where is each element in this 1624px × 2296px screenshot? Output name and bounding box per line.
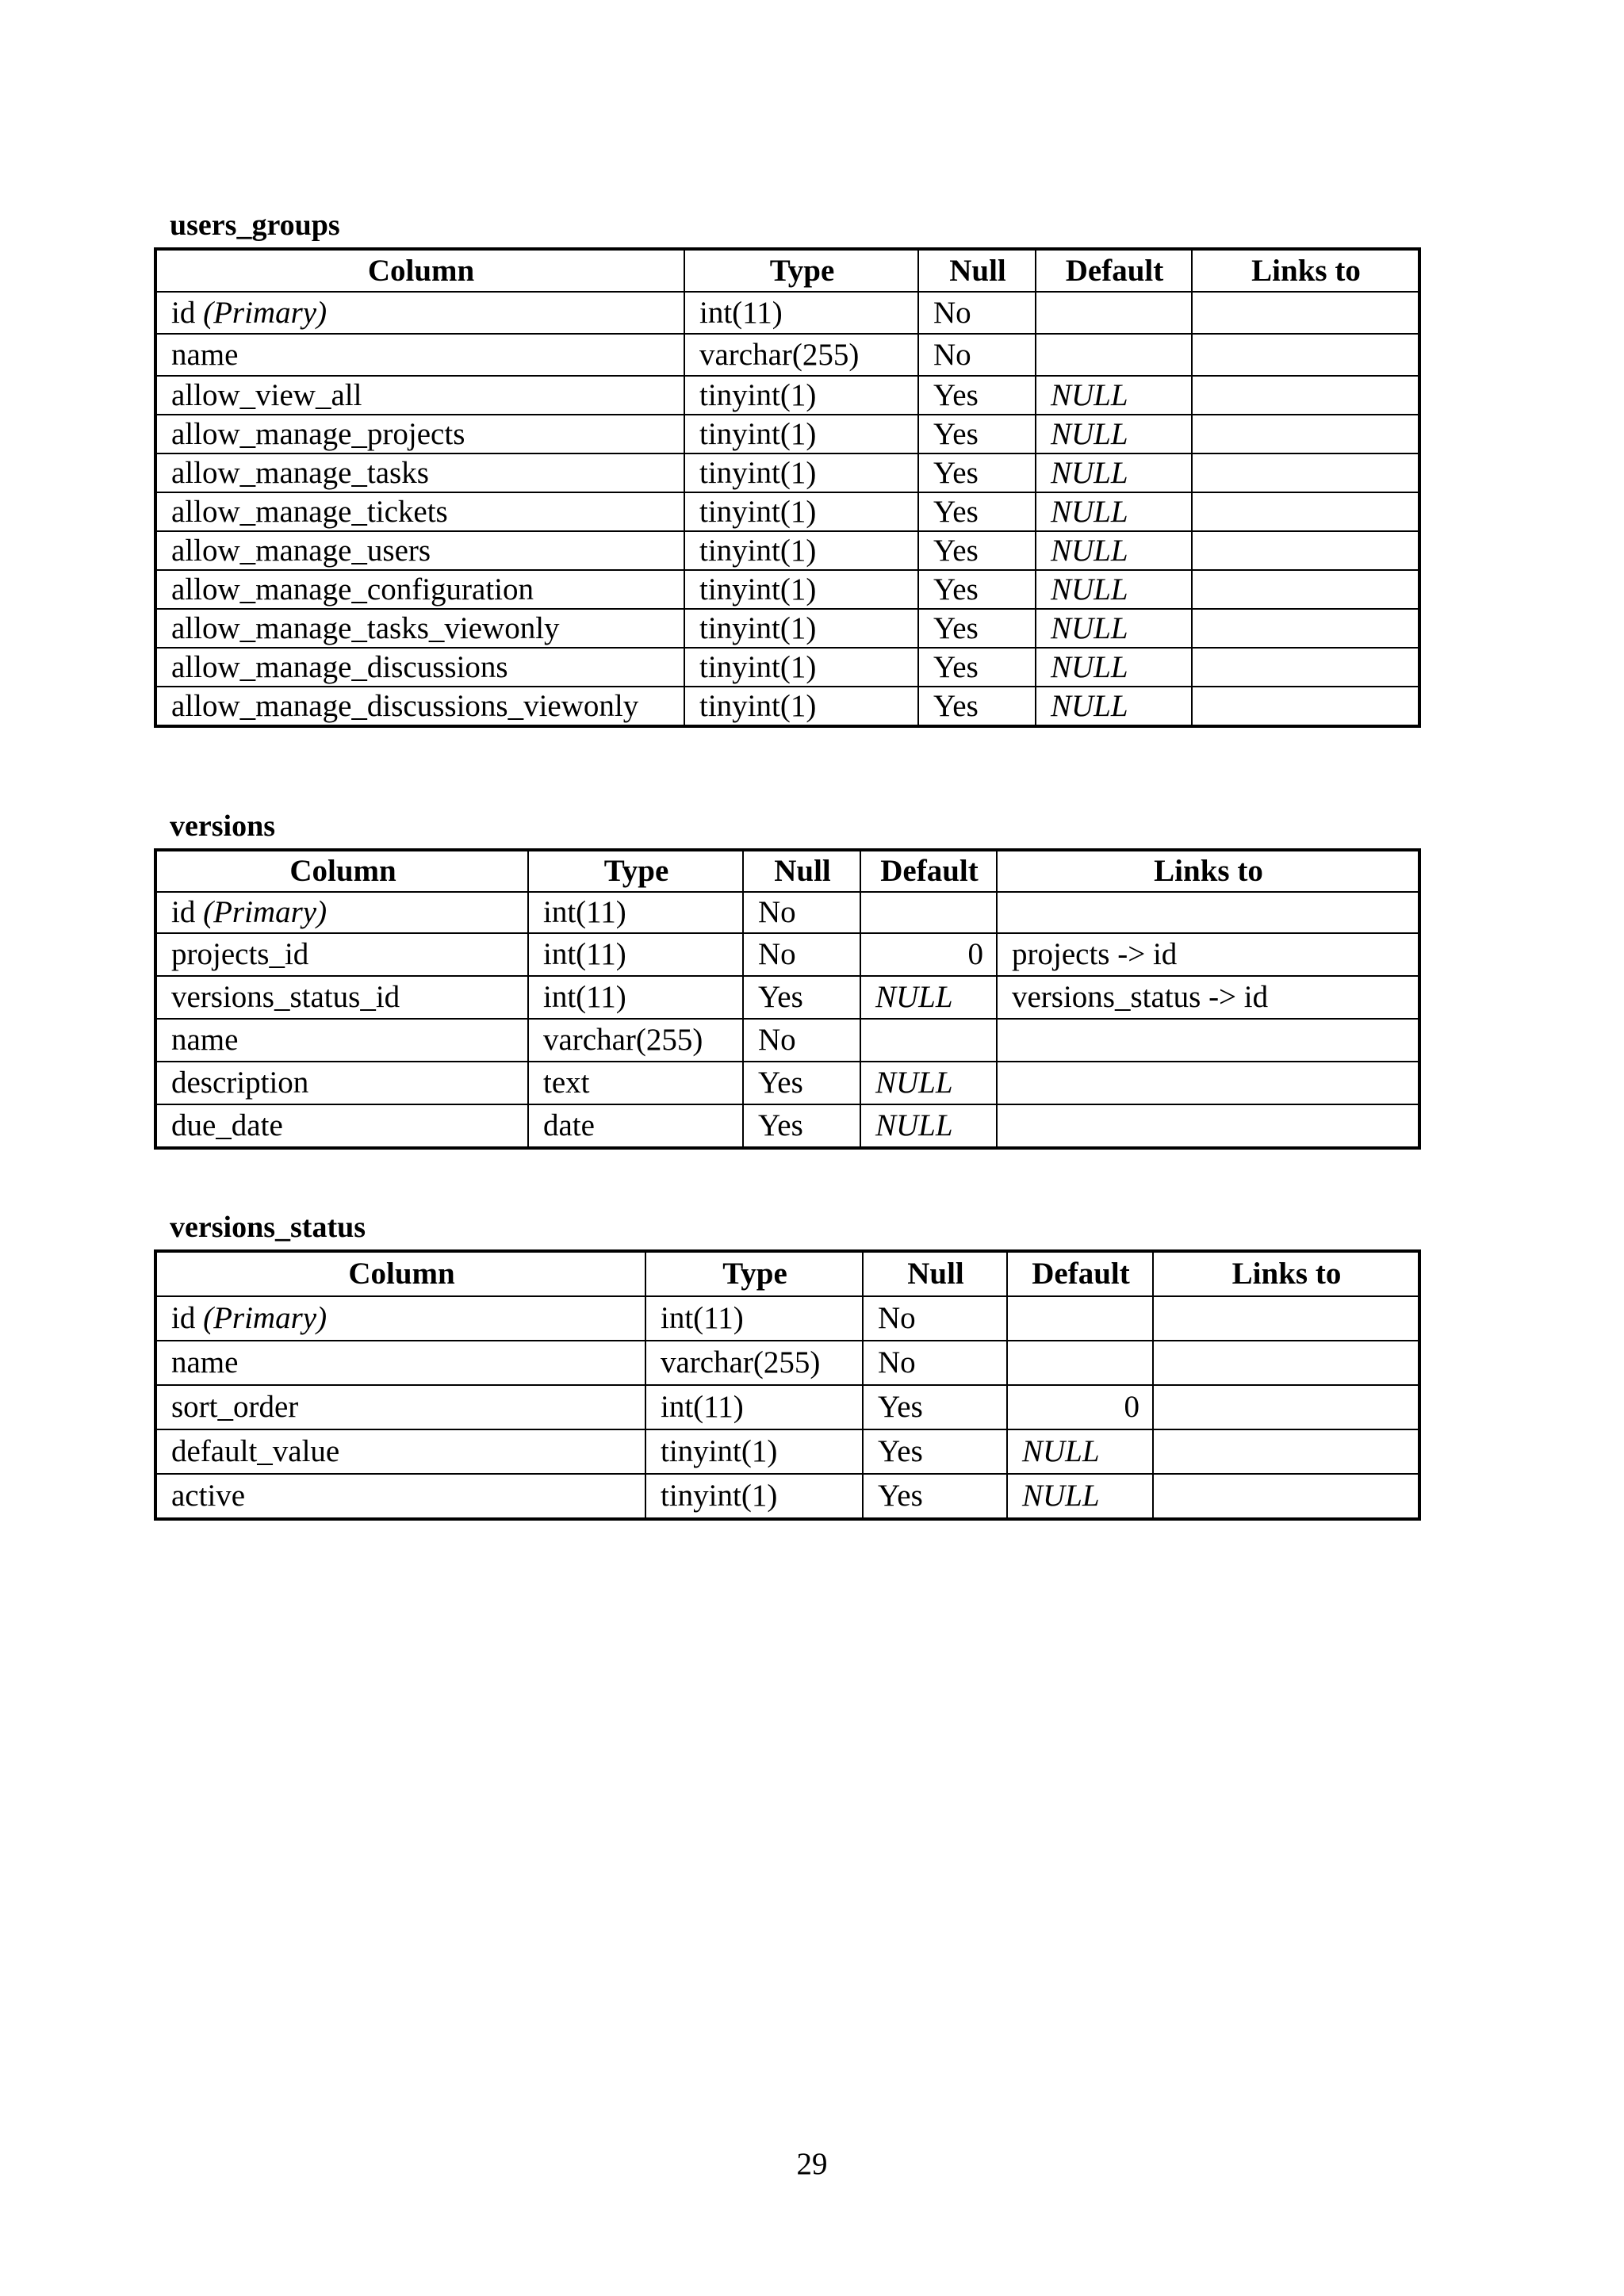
cell-null: Yes xyxy=(918,453,1036,492)
cell-null: Yes xyxy=(863,1429,1007,1474)
cell-type: tinyint(1) xyxy=(684,453,918,492)
cell-type: tinyint(1) xyxy=(684,492,918,531)
cell-links-to xyxy=(997,1019,1419,1062)
table-row xyxy=(155,1429,1419,1474)
header-column: Column xyxy=(155,850,528,892)
column-name: allow_view_all xyxy=(171,378,362,412)
cell-column xyxy=(155,687,684,726)
column-name: allow_manage_projects xyxy=(171,417,465,451)
table-row xyxy=(155,453,1419,492)
table-row xyxy=(155,1341,1419,1385)
cell-null: Yes xyxy=(918,376,1036,415)
cell-column xyxy=(155,976,528,1019)
cell-null: No xyxy=(743,933,860,976)
cell-links-to xyxy=(1192,648,1419,687)
cell-links-to xyxy=(1192,292,1419,334)
table-row xyxy=(155,687,1419,726)
header-links-to: Links to xyxy=(1192,249,1419,292)
column-name: allow_manage_users xyxy=(171,534,431,568)
cell-column xyxy=(155,453,684,492)
table-row xyxy=(155,1104,1419,1148)
table-row xyxy=(155,376,1419,415)
cell-default: NULL xyxy=(1036,453,1192,492)
cell-type: int(11) xyxy=(528,892,743,933)
versions-status-table xyxy=(154,1249,1421,1521)
header-row xyxy=(155,850,1419,892)
cell-default: NULL xyxy=(1036,531,1192,570)
cell-null: No xyxy=(918,334,1036,376)
cell-default: NULL xyxy=(1036,687,1192,726)
versions-section xyxy=(154,809,1418,1150)
cell-default: NULL xyxy=(1036,492,1192,531)
cell-default: NULL xyxy=(860,976,997,1019)
cell-column xyxy=(155,570,684,609)
table-row xyxy=(155,892,1419,933)
versions-table xyxy=(154,848,1421,1150)
cell-type: int(11) xyxy=(528,933,743,976)
column-name: name xyxy=(171,1023,239,1057)
cell-default xyxy=(860,1019,997,1062)
cell-null: No xyxy=(863,1341,1007,1385)
cell-column xyxy=(155,415,684,453)
cell-type: varchar(255) xyxy=(645,1341,863,1385)
cell-column xyxy=(155,376,684,415)
cell-type: tinyint(1) xyxy=(684,648,918,687)
cell-type: tinyint(1) xyxy=(684,687,918,726)
cell-null: Yes xyxy=(743,1104,860,1148)
column-name: name xyxy=(171,1345,239,1380)
cell-column xyxy=(155,1296,645,1341)
cell-column xyxy=(155,1429,645,1474)
header-type: Type xyxy=(684,249,918,292)
column-name: allow_manage_discussions_viewonly xyxy=(171,689,639,723)
cell-column xyxy=(155,292,684,334)
versions-status-section xyxy=(154,1210,1418,1521)
column-name: allow_manage_tickets xyxy=(171,495,448,529)
cell-null: Yes xyxy=(918,648,1036,687)
cell-column xyxy=(155,1019,528,1062)
table-row xyxy=(155,292,1419,334)
cell-null: No xyxy=(743,1019,860,1062)
cell-default: NULL xyxy=(1036,415,1192,453)
column-name: allow_manage_configuration xyxy=(171,572,534,607)
table-row xyxy=(155,1474,1419,1519)
cell-default xyxy=(1036,292,1192,334)
cell-column xyxy=(155,609,684,648)
table-row xyxy=(155,334,1419,376)
cell-type: tinyint(1) xyxy=(684,531,918,570)
header-links-to: Links to xyxy=(997,850,1419,892)
cell-type: varchar(255) xyxy=(528,1019,743,1062)
table-row xyxy=(155,570,1419,609)
cell-null: Yes xyxy=(918,531,1036,570)
cell-default: NULL xyxy=(1007,1474,1153,1519)
table-title: versions xyxy=(170,809,275,843)
cell-type: tinyint(1) xyxy=(684,415,918,453)
cell-default: NULL xyxy=(1007,1429,1153,1474)
column-name: allow_manage_tasks_viewonly xyxy=(171,611,560,645)
cell-null: Yes xyxy=(918,492,1036,531)
header-default: Default xyxy=(1036,249,1192,292)
cell-links-to xyxy=(1192,334,1419,376)
cell-column xyxy=(155,1474,645,1519)
cell-links-to xyxy=(1153,1341,1419,1385)
header-type: Type xyxy=(645,1251,863,1296)
table-row xyxy=(155,492,1419,531)
cell-default xyxy=(1007,1296,1153,1341)
cell-column xyxy=(155,334,684,376)
cell-null: No xyxy=(743,892,860,933)
cell-null: Yes xyxy=(918,687,1036,726)
header-row xyxy=(155,249,1419,292)
cell-null: Yes xyxy=(863,1474,1007,1519)
cell-column xyxy=(155,1062,528,1104)
header-links-to: Links to xyxy=(1153,1251,1419,1296)
cell-links-to xyxy=(997,1104,1419,1148)
cell-type: text xyxy=(528,1062,743,1104)
column-name: id xyxy=(171,296,196,330)
cell-links-to xyxy=(1153,1385,1419,1429)
cell-links-to: versions_status -> id xyxy=(997,976,1419,1019)
cell-default: 0 xyxy=(860,933,997,976)
header-column: Column xyxy=(155,249,684,292)
column-name: sort_order xyxy=(171,1390,299,1424)
cell-default: 0 xyxy=(1007,1385,1153,1429)
table-title: versions_status xyxy=(170,1211,366,1244)
cell-type: int(11) xyxy=(528,976,743,1019)
column-name: name xyxy=(171,338,239,372)
cell-links-to xyxy=(1192,609,1419,648)
cell-column xyxy=(155,492,684,531)
cell-type: date xyxy=(528,1104,743,1148)
header-default: Default xyxy=(1007,1251,1153,1296)
primary-key-note: (Primary) xyxy=(203,1301,327,1335)
cell-type: int(11) xyxy=(684,292,918,334)
header-row xyxy=(155,1251,1419,1296)
cell-type: int(11) xyxy=(645,1296,863,1341)
cell-links-to xyxy=(1153,1429,1419,1474)
cell-null: Yes xyxy=(863,1385,1007,1429)
cell-type: tinyint(1) xyxy=(684,609,918,648)
column-name: versions_status_id xyxy=(171,980,400,1014)
cell-type: int(11) xyxy=(645,1385,863,1429)
column-name: id xyxy=(171,1301,196,1335)
table-title: users_groups xyxy=(170,209,340,242)
table-row xyxy=(155,1385,1419,1429)
primary-key-note: (Primary) xyxy=(203,895,327,929)
cell-default: NULL xyxy=(860,1062,997,1104)
header-null: Null xyxy=(918,249,1036,292)
cell-type: tinyint(1) xyxy=(645,1474,863,1519)
column-name: allow_manage_discussions xyxy=(171,650,508,684)
cell-default: NULL xyxy=(1036,648,1192,687)
cell-links-to xyxy=(1192,531,1419,570)
page-number: 29 xyxy=(796,2147,828,2181)
cell-links-to xyxy=(1192,453,1419,492)
cell-links-to xyxy=(997,1062,1419,1104)
table-row xyxy=(155,415,1419,453)
cell-links-to xyxy=(1192,687,1419,726)
cell-default: NULL xyxy=(1036,376,1192,415)
column-name: projects_id xyxy=(171,937,309,971)
cell-links-to xyxy=(1192,415,1419,453)
cell-null: Yes xyxy=(918,415,1036,453)
cell-links-to xyxy=(997,892,1419,933)
cell-type: tinyint(1) xyxy=(684,570,918,609)
users-groups-section xyxy=(154,208,1418,728)
cell-null: Yes xyxy=(918,609,1036,648)
column-name: default_value xyxy=(171,1434,340,1468)
header-type: Type xyxy=(528,850,743,892)
cell-null: Yes xyxy=(918,570,1036,609)
cell-links-to xyxy=(1153,1474,1419,1519)
cell-column xyxy=(155,933,528,976)
header-null: Null xyxy=(743,850,860,892)
cell-type: tinyint(1) xyxy=(645,1429,863,1474)
header-column: Column xyxy=(155,1251,645,1296)
cell-links-to xyxy=(1192,376,1419,415)
cell-default: NULL xyxy=(860,1104,997,1148)
header-default: Default xyxy=(860,850,997,892)
primary-key-note: (Primary) xyxy=(203,296,327,330)
cell-column xyxy=(155,1385,645,1429)
cell-column xyxy=(155,1104,528,1148)
cell-default xyxy=(860,892,997,933)
cell-null: No xyxy=(918,292,1036,334)
cell-column xyxy=(155,892,528,933)
cell-column xyxy=(155,648,684,687)
column-name: due_date xyxy=(171,1108,283,1142)
cell-null: No xyxy=(863,1296,1007,1341)
table-row xyxy=(155,531,1419,570)
table-row xyxy=(155,1019,1419,1062)
table-row xyxy=(155,933,1419,976)
cell-default xyxy=(1007,1341,1153,1385)
users-groups-table xyxy=(154,247,1421,728)
table-row xyxy=(155,1296,1419,1341)
table-row xyxy=(155,648,1419,687)
cell-links-to xyxy=(1153,1296,1419,1341)
cell-column xyxy=(155,531,684,570)
cell-links-to: projects -> id xyxy=(997,933,1419,976)
cell-type: tinyint(1) xyxy=(684,376,918,415)
cell-links-to xyxy=(1192,492,1419,531)
table-row xyxy=(155,609,1419,648)
cell-type: varchar(255) xyxy=(684,334,918,376)
table-row xyxy=(155,1062,1419,1104)
cell-links-to xyxy=(1192,570,1419,609)
column-name: active xyxy=(171,1479,246,1513)
column-name: allow_manage_tasks xyxy=(171,456,429,490)
cell-null: Yes xyxy=(743,1062,860,1104)
cell-default: NULL xyxy=(1036,570,1192,609)
column-name: description xyxy=(171,1066,309,1100)
header-null: Null xyxy=(863,1251,1007,1296)
table-row xyxy=(155,976,1419,1019)
cell-default: NULL xyxy=(1036,609,1192,648)
column-name: id xyxy=(171,895,196,929)
cell-default xyxy=(1036,334,1192,376)
cell-null: Yes xyxy=(743,976,860,1019)
cell-column xyxy=(155,1341,645,1385)
